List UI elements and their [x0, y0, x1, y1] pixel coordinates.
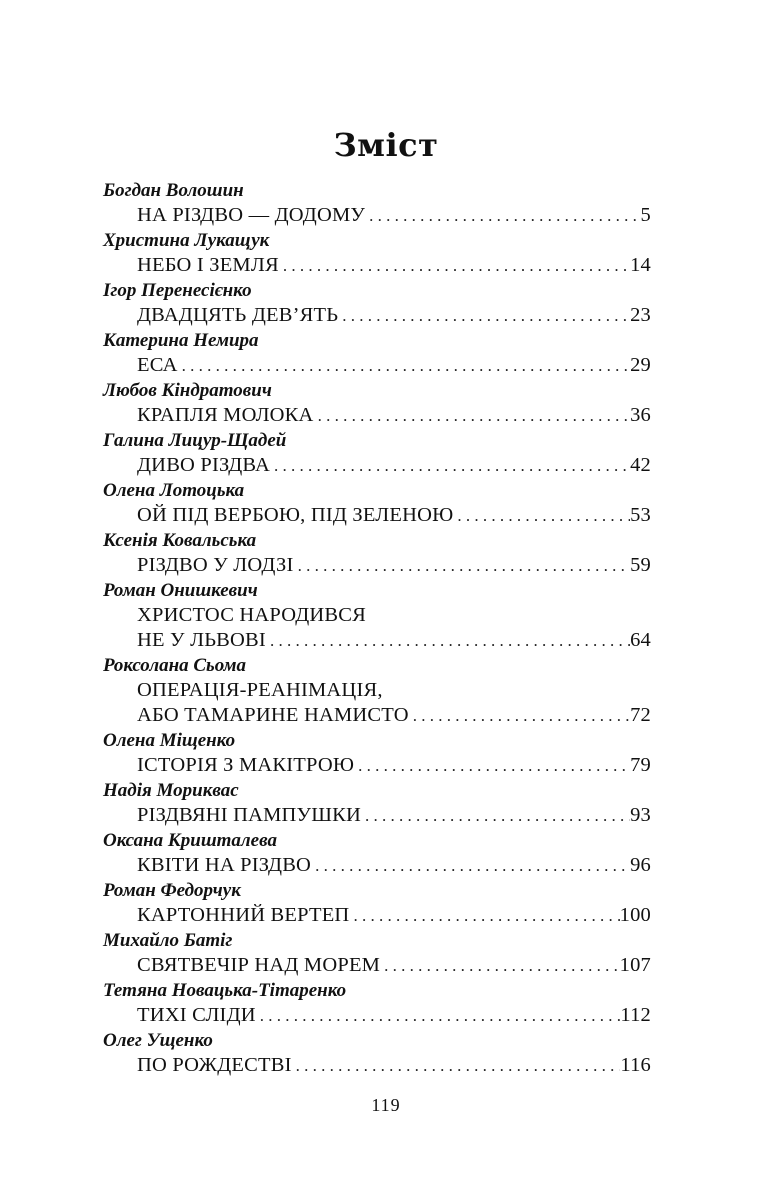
toc-entry: [103, 228, 651, 278]
toc-entry: [103, 328, 651, 378]
dot-leader: [256, 1003, 621, 1028]
toc-title-row: [103, 628, 651, 653]
toc-author: Олена Лотоцька: [103, 480, 245, 501]
dot-leader: [314, 403, 631, 428]
toc-entry: [103, 828, 651, 878]
toc-page-number: 36: [630, 404, 651, 426]
toc-title-row: [103, 203, 651, 228]
toc-title: ПО РОЖДЕСТВІ: [137, 1054, 292, 1076]
toc-entry: [103, 778, 651, 828]
toc-title: КВІТИ НА РІЗДВО: [137, 854, 312, 876]
toc-title-row: [103, 353, 651, 378]
toc-page-number: 112: [620, 1004, 651, 1026]
dot-leader: [380, 953, 620, 978]
toc-page-number: 29: [630, 354, 651, 376]
toc-page-number: 79: [630, 754, 651, 776]
toc-page-number: 42: [630, 454, 651, 476]
toc-entry: [103, 478, 651, 528]
toc-title-row: [103, 553, 651, 578]
toc-entry: [103, 728, 651, 778]
dot-leader: [311, 853, 630, 878]
toc-entry: [103, 178, 651, 228]
toc-title-row: [103, 403, 651, 428]
dot-leader: [365, 203, 640, 228]
toc-title: ТИХІ СЛІДИ: [137, 1004, 256, 1026]
toc-entry: [103, 578, 651, 653]
toc-author: Ксенія Ковальська: [103, 530, 257, 551]
toc-title-row: [103, 1003, 651, 1028]
toc-author: Христина Лукащук: [103, 230, 270, 251]
toc-title-row: [103, 953, 651, 978]
toc-page-number: 116: [620, 1054, 651, 1076]
toc-page-number: 64: [630, 629, 651, 651]
toc-title-row: [103, 503, 651, 528]
toc-title: НЕ У ЛЬВОВІ: [137, 629, 266, 651]
toc-entry: [103, 653, 651, 728]
toc-title: НЕБО І ЗЕМЛЯ: [137, 254, 279, 276]
toc-title-row: [103, 803, 651, 828]
toc-author: Роксолана Сьома: [103, 655, 247, 676]
dot-leader: [409, 703, 630, 728]
page-title: Зміст: [333, 126, 439, 164]
toc-title-line: ОПЕРАЦІЯ-РЕАНІМАЦІЯ,: [137, 679, 383, 701]
dot-leader: [266, 628, 630, 653]
toc-title-row: [103, 453, 651, 478]
table-of-contents: [103, 178, 651, 1078]
dot-leader: [453, 503, 630, 528]
toc-page-number: 100: [619, 904, 651, 926]
page-number: 119: [371, 1095, 401, 1115]
toc-author: Оксана Кришталева: [103, 830, 277, 851]
toc-author: Олег Ущенко: [103, 1030, 213, 1051]
toc-title: ДВАДЦЯТЬ ДЕВ’ЯТЬ: [137, 304, 339, 326]
toc-page-number: 107: [619, 954, 651, 976]
toc-title-row: [103, 753, 651, 778]
toc-entry: [103, 1028, 651, 1078]
toc-entry: [103, 928, 651, 978]
toc-author: Катерина Немира: [103, 330, 259, 351]
toc-title: КРАПЛЯ МОЛОКА: [137, 404, 314, 426]
toc-title-line: ХРИСТОС НАРОДИВСЯ: [137, 604, 367, 626]
toc-page-number: 59: [630, 554, 651, 576]
toc-author: Богдан Волошин: [103, 180, 244, 201]
toc-title: ЕСА: [137, 354, 178, 376]
toc-author: Галина Лицур-Щадей: [103, 430, 287, 451]
dot-leader: [361, 803, 630, 828]
toc-entry: [103, 278, 651, 328]
toc-title: ІСТОРІЯ З МАКІТРОЮ: [137, 754, 355, 776]
toc-page-number: 5: [640, 204, 651, 226]
toc-title: НА РІЗДВО — ДОДОМУ: [137, 204, 366, 226]
toc-title: АБО ТАМАРИНЕ НАМИСТО: [137, 704, 409, 726]
dot-leader: [178, 353, 631, 378]
toc-title-row: [103, 703, 651, 728]
toc-author: Михайло Батіг: [103, 930, 233, 951]
toc-author: Тетяна Новацька-Тітаренко: [103, 980, 347, 1001]
toc-author: Роман Онишкевич: [103, 580, 258, 601]
dot-leader: [294, 553, 631, 578]
toc-title: ДИВО РІЗДВА: [137, 454, 271, 476]
toc-entry: [103, 528, 651, 578]
toc-entry: [103, 378, 651, 428]
toc-title: КАРТОННИЙ ВЕРТЕП: [137, 904, 350, 926]
dot-leader: [270, 453, 630, 478]
toc-page-number: 23: [630, 304, 651, 326]
toc-page-number: 93: [630, 804, 651, 826]
toc-page-number: 96: [630, 854, 651, 876]
toc-title-row: [103, 903, 651, 928]
toc-entry: [103, 428, 651, 478]
dot-leader: [349, 903, 619, 928]
toc-title: РІЗДВО У ЛОДЗІ: [137, 554, 294, 576]
toc-title-row: [103, 253, 651, 278]
dot-leader: [354, 753, 630, 778]
toc-page-number: 72: [630, 704, 651, 726]
dot-leader: [279, 253, 630, 278]
toc-title: СВЯТВЕЧІР НАД МОРЕМ: [137, 954, 381, 976]
toc-entry: [103, 878, 651, 928]
dot-leader: [292, 1053, 621, 1078]
toc-title-row: [103, 303, 651, 328]
toc-title-row: [103, 853, 651, 878]
toc-page-number: 14: [630, 254, 651, 276]
toc-entry: [103, 978, 651, 1028]
toc-title-row: [103, 1053, 651, 1078]
toc-author: Ігор Перенесієнко: [103, 280, 252, 301]
toc-title: ОЙ ПІД ВЕРБОЮ, ПІД ЗЕЛЕНОЮ: [137, 504, 454, 526]
toc-author: Любов Кіндратович: [103, 380, 272, 401]
toc-page-number: 53: [630, 504, 651, 526]
toc-author: Роман Федорчук: [103, 880, 241, 901]
dot-leader: [338, 303, 630, 328]
toc-author: Надія Мориквас: [103, 780, 239, 801]
toc-author: Олена Міщенко: [103, 730, 236, 751]
toc-title: РІЗДВЯНІ ПАМПУШКИ: [137, 804, 362, 826]
